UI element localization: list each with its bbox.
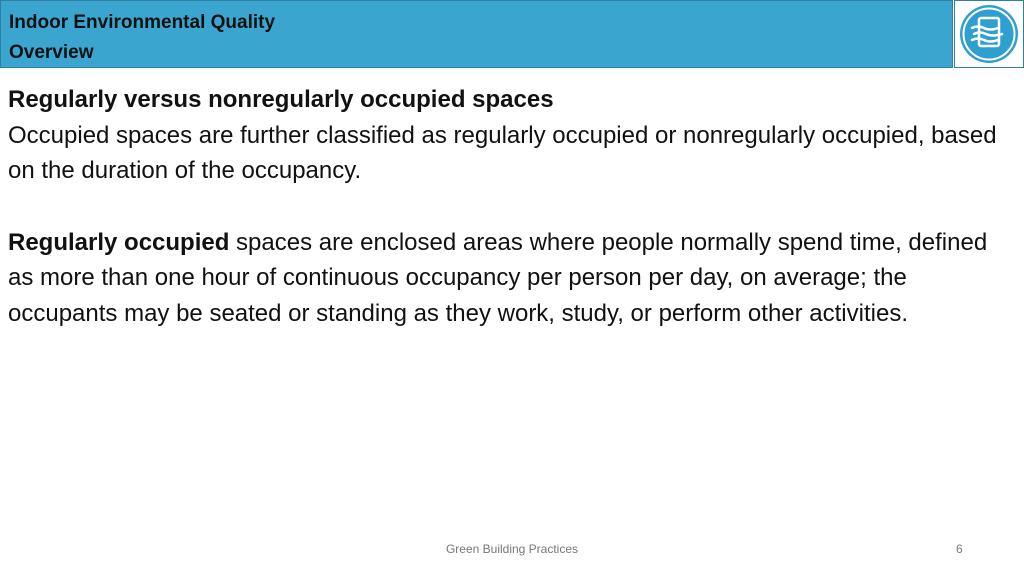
slide-title (9, 8, 275, 68)
section-heading: Regularly versus nonregularly occupied spaces (8, 86, 554, 113)
slide-body (8, 82, 1013, 331)
paragraph-spacer (8, 189, 1013, 225)
document-air-flow-icon (958, 3, 1020, 65)
footer-title: Green Building Practices (445, 542, 579, 556)
paragraph-regularly-occupied (8, 225, 1013, 332)
header-bar (0, 0, 953, 68)
title-line-1: Indoor Environmental Quality (9, 12, 276, 33)
title-line-2: Overview (9, 42, 94, 63)
page-number: 6 (956, 542, 963, 556)
term-regularly-occupied: Regularly occupied (8, 228, 230, 256)
definition-text: spaces are enclosed areas where people normally spend time, defined as more than one hour of continuous occupancy per person per day, on average; the occupants may be seated or standing as they work, study, or perform other activities. (8, 228, 988, 327)
logo-container (954, 0, 1024, 68)
paragraph-occupied-spaces: Occupied spaces are further classified as regularly occupied or nonregularly occupied, based on the duration of the occupancy. (8, 121, 997, 184)
